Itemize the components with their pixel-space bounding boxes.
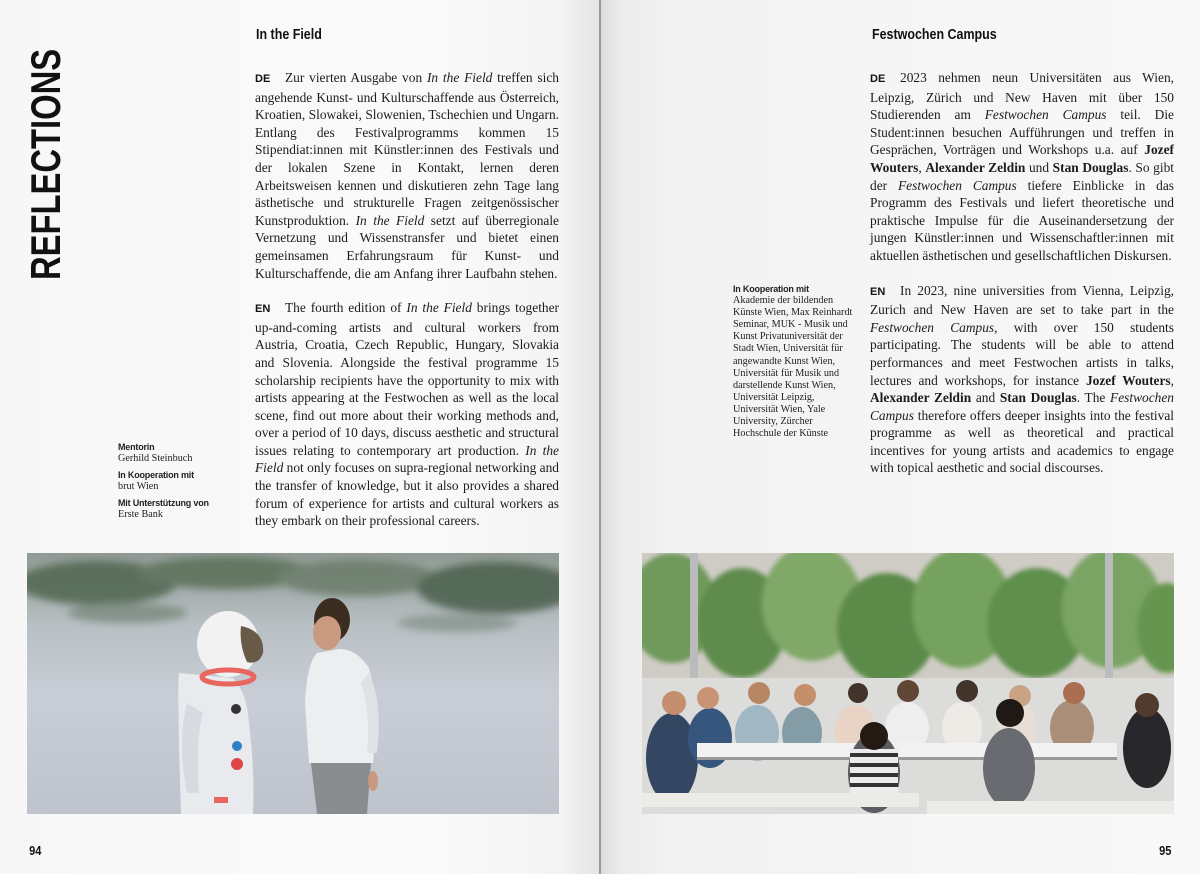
paragraph-en-text: In 2023, nine universities from Vienna, Leipzig, Zurich and New Haven are set to take part in the Festwochen Campus, with over 150 students participating. The students will be able to attend performances and meet Festwochen artists in talks, lectures and workshops, for instance Jozef Wouters, Alexander Zeldin and Stan Douglas. The Festwochen Campus therefore offers deeper insights into the festival programme as well as theoretical and practical incentives for young artists and academics to engage with topical aesthetic and social discourses. — [870, 282, 1174, 476]
article-title-festwochen-campus — [872, 27, 1017, 43]
credit-value: Erste Bank — [118, 509, 163, 521]
paragraph-en-text: The fourth edition of In the Field brings together up-and-coming artists and cultural workers from Austria, Croatia, Czech Republic, Hungary, Slovakia and Slovenia. Alongside the festival programme 15 scholarship recipients have the opportunity to mix with artists appearing at the Festwochen as well as the local scene, find out more about their working methods and, over a period of 10 days, discuss aesthetic and structural issues relating to contemporary art production. In the Field not only focuses on supra-regional networking and the transfer of knowledge, but it also provides a shared forum of experience for artists and cultural workers as they embark on their professional careers. — [255, 300, 560, 529]
paragraph-de — [870, 69, 1174, 265]
photo-students-campus — [642, 553, 1174, 814]
photo-illustration — [642, 553, 1174, 814]
article-title-text: Festwochen Campus — [872, 27, 997, 43]
photo-illustration — [27, 553, 559, 814]
lang-tag-en: EN — [870, 285, 886, 298]
page-number-right — [1158, 843, 1172, 858]
paragraph-en — [255, 299, 559, 530]
book-spine — [599, 0, 601, 874]
credit-value: brut Wien — [118, 481, 159, 493]
credit-label: Mit Unterstützung von — [118, 498, 209, 509]
paragraph-de — [255, 69, 559, 282]
credit-label: In Kooperation mit — [733, 284, 809, 294]
credit-value: Akademie der bildenden Künste Wien, Max Reinhardt Seminar, MUK - Musik und Kunst Privatuniversität der Stadt Wien, Universität für angewandte Kunst Wien, Universität für Musik und darstellende Kunst Wien, Universität Leipzig, Universität Wien, Yale University, Zürcher Hochschule der Künste — [733, 295, 853, 440]
lang-tag-de: DE — [255, 73, 271, 85]
article-body-festwochen-campus — [870, 69, 1174, 494]
article-body-in-the-field — [255, 69, 559, 547]
page-number-left — [28, 843, 42, 858]
credits-festwochen-campus — [733, 283, 853, 440]
credits-in-the-field — [118, 441, 238, 522]
paragraph-de-text: Zur vierten Ausgabe von In the Field treffen sich angehende Kunst- und Kulturschaffende aus Österreich, Kroatien, Slowakei, Slowenien, Tschechien und Ungarn. Entlang des Festivalprogramms kommen 15 Stipendiat:innen mit Künstler:innen des Festivals und der lokalen Szene in Kontakt, lernen deren Arbeitsweisen kennen und diskutieren zehn Tage lang ästhetische und strukturelle Fragen zeitgenössischer Kunstproduktion. In the Field setzt auf überregionale Vernetzung und Wissenstransfer und bietet einen gemeinsamen Erfahrungsraum für Kunst- und Kulturschaffende, die am Anfang ihrer Laufbahn stehen. — [255, 70, 560, 281]
credit-label: Mentorin — [118, 442, 155, 452]
lang-tag-en: EN — [255, 303, 271, 316]
section-label — [22, 25, 69, 280]
paragraph-de-text: 2023 nehmen neun Universitäten aus Wien, Leipzig, Zürich und New Haven mit über 150 Studierenden am Festwochen Campus teil. Die Student:innen besuchen Aufführungen und treffen in Gesprächen, Vorträgen und Workshops u.a. auf Jozef Wouters, Alexander Zeldin und Stan Douglas. So gibt der Festwochen Campus tiefere Einblicke in das Programm des Festivals und liefert theoretische und praktische Impulse für die Auseinandersetzung der jungen Künstler:innen und Wissenschaftler:innen mit aktuellen ästhetischen und gesellschaftlichen Diskursen. — [870, 70, 1174, 263]
article-title-in-the-field — [256, 27, 333, 43]
section-label-text: REFLECTIONS — [22, 48, 69, 280]
page-number-text: 95 — [1159, 843, 1172, 858]
page-number-text: 94 — [29, 843, 42, 858]
article-title-text: In the Field — [256, 27, 322, 43]
credit-label: In Kooperation mit — [118, 470, 194, 481]
paragraph-en — [870, 282, 1174, 478]
lang-tag-de: DE — [870, 73, 886, 85]
photo-astronaut-lake — [27, 553, 559, 814]
credit-value: Gerhild Steinbuch — [118, 453, 193, 465]
